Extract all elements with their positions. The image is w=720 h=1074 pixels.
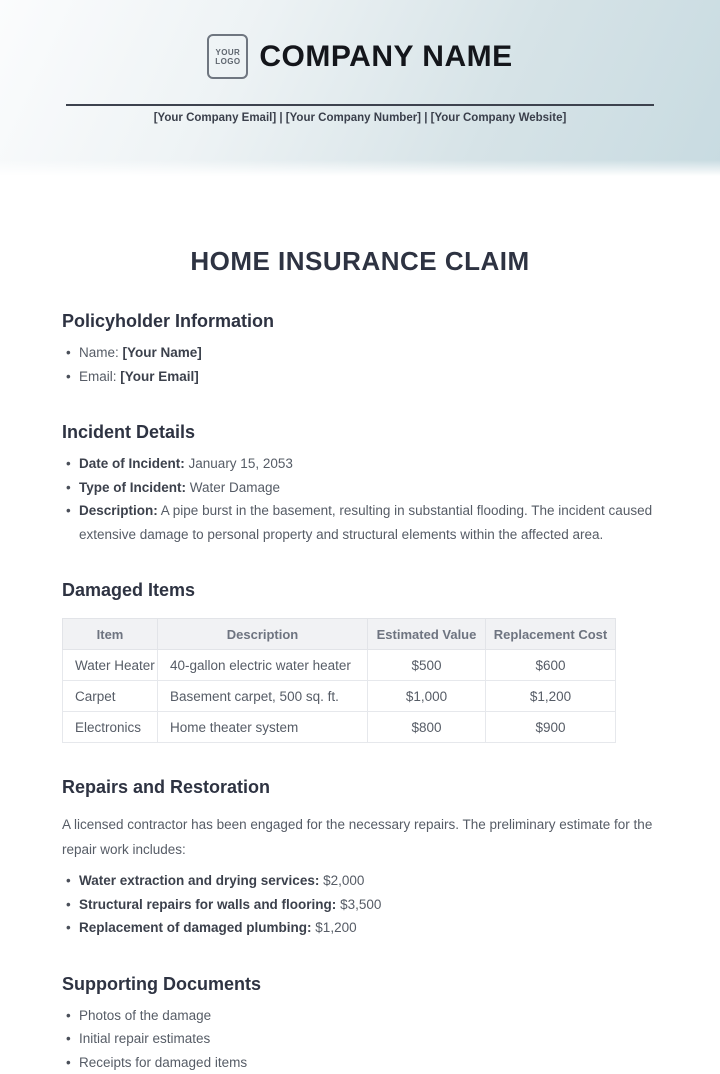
field-value: $3,500 (340, 897, 381, 912)
incident-list (62, 452, 658, 546)
company-logo-placeholder (207, 34, 248, 79)
field-label: Description: (79, 503, 158, 518)
cell-replacement-cost: $1,200 (486, 681, 616, 712)
field-label: Water extraction and drying services: (79, 873, 319, 888)
field-value: [Your Name] (123, 345, 202, 360)
section-policyholder (62, 311, 658, 388)
cell-estimated-value: $500 (368, 650, 486, 681)
section-supporting-documents (62, 974, 658, 1074)
damaged-items-table (62, 618, 616, 743)
section-repairs (62, 777, 658, 940)
cell-description: 40-gallon electric water heater (158, 650, 368, 681)
list-item (62, 893, 658, 917)
header-divider (66, 104, 654, 106)
column-header-description: Description (158, 619, 368, 650)
field-value: A pipe burst in the basement, resulting in substantial flooding. The incident caused extensive damage to personal property and structural elements within the affected area. (79, 503, 652, 542)
column-header-estimated-value: Estimated Value (368, 619, 486, 650)
cell-item: Carpet (63, 681, 158, 712)
field-label: Email: (79, 369, 117, 384)
section-heading-repairs: Repairs and Restoration (62, 777, 658, 798)
company-contact-line: [Your Company Email] | [Your Company Number] | [Your Company Website] (0, 112, 720, 124)
section-incident (62, 422, 658, 546)
cell-replacement-cost: $900 (486, 712, 616, 743)
cell-estimated-value: $800 (368, 712, 486, 743)
cell-description: Basement carpet, 500 sq. ft. (158, 681, 368, 712)
cell-item: Electronics (63, 712, 158, 743)
field-label: Replacement of damaged plumbing: (79, 920, 312, 935)
section-heading-policyholder: Policyholder Information (62, 311, 658, 332)
field-label: Structural repairs for walls and flooring: (79, 897, 336, 912)
company-name: COMPANY NAME (259, 40, 512, 74)
cell-estimated-value: $1,000 (368, 681, 486, 712)
letterhead (0, 0, 720, 176)
supporting-documents-list (62, 1004, 658, 1074)
policyholder-list (62, 341, 658, 388)
list-item (62, 365, 658, 389)
cell-replacement-cost: $600 (486, 650, 616, 681)
section-damaged-items (62, 580, 658, 743)
list-item: • Receipts for damaged items (62, 1051, 658, 1074)
logo-text-line1: YOUR (216, 48, 241, 57)
repairs-list (62, 869, 658, 940)
list-item (62, 869, 658, 893)
table-row (63, 712, 616, 743)
table-row (63, 681, 616, 712)
table-row (63, 650, 616, 681)
field-value: Water Damage (190, 480, 280, 495)
field-value: $2,000 (323, 873, 364, 888)
repairs-intro-paragraph: A licensed contractor has been engaged for the necessary repairs. The preliminary estimate for the repair work includes: (62, 812, 658, 862)
list-item (62, 452, 658, 476)
column-header-replacement-cost: Replacement Cost (486, 619, 616, 650)
brand-row (0, 0, 720, 79)
field-value: $1,200 (315, 920, 356, 935)
field-label: Name: (79, 345, 119, 360)
field-value: [Your Email] (120, 369, 199, 384)
section-heading-incident: Incident Details (62, 422, 658, 443)
field-value: January 15, 2053 (189, 456, 293, 471)
table-header-row (63, 619, 616, 650)
list-item (62, 916, 658, 940)
cell-description: Home theater system (158, 712, 368, 743)
document-body (0, 246, 720, 1074)
logo-text-line2: LOGO (215, 57, 240, 66)
column-header-item: Item (63, 619, 158, 650)
list-item (62, 341, 658, 365)
field-label: Date of Incident: (79, 456, 185, 471)
list-item: • Initial repair estimates (62, 1027, 658, 1051)
list-item (62, 476, 658, 500)
field-label: Type of Incident: (79, 480, 186, 495)
page-title: HOME INSURANCE CLAIM (62, 246, 658, 277)
list-item: • Photos of the damage (62, 1004, 658, 1028)
section-heading-damaged-items: Damaged Items (62, 580, 658, 601)
list-item (62, 499, 658, 546)
cell-item: Water Heater (63, 650, 158, 681)
section-heading-supporting-documents: Supporting Documents (62, 974, 658, 995)
